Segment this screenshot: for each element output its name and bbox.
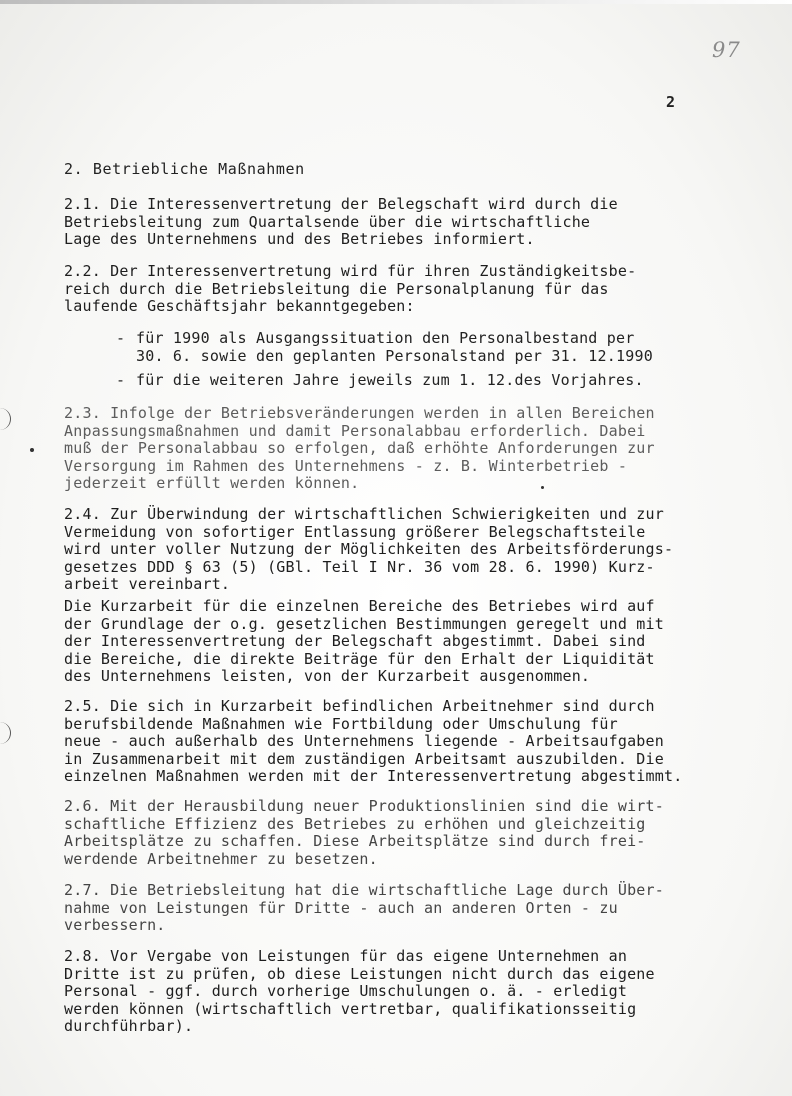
paragraph-line: neue - auch außerhalb des Unternehmens liegende - Arbeitsaufgaben [64,732,664,750]
paragraph-line: gesetzes DDD § 63 (5) (GBl. Teil I Nr. 36 vom 28. 6. 1990) Kurz- [64,557,655,576]
paragraph-line: jederzeit erfüllt werden können. [64,474,360,492]
paragraph-line: Betriebsleitung zum Quartalsende über die wirtschaftliche [64,212,591,231]
paragraph-2-4 [64,506,754,594]
list-bullet: - [116,329,126,347]
paragraph-2-8 [64,948,754,1036]
paragraph-line: Versorgung im Rahmen des Unternehmens - z. B. Winterbetrieb - [64,456,628,475]
paragraph-2-3 [64,405,754,493]
paragraph-line: berufsbildende Maßnahmen wie Fortbildung oder Umschulung für [64,714,618,733]
paragraph-line: 2.1. Die Interessenvertretung der Belegschaft wird durch die [64,195,618,213]
scan-speck [30,448,34,452]
paragraph-line: werden können (wirtschaftlich vertretbar, qualifikationsseitig [64,999,637,1018]
paragraph-line: einzelnen Maßnahmen werden mit der Interessenvertretung abgestimmt. [64,767,683,785]
paragraph-line: muß der Personalabbau so erfolgen, daß erhöhte Anforderungen zur [64,439,655,457]
paragraph-line: des Unternehmens leisten, von der Kurzarbeit ausgenommen. [64,667,591,685]
paragraph-line: Die Kurzarbeit für die einzelnen Bereiche des Betriebes wird auf [64,597,655,615]
paragraph-line: reich durch die Betriebsleitung die Personalplanung für das [64,279,609,298]
paragraph-line: die Bereiche, die direkte Beiträge für den Erhalt der Liquidität [64,649,655,668]
list-item [116,372,736,390]
list-item-text [136,330,736,365]
paragraph-line: 2.5. Die sich in Kurzarbeit befindlichen Arbeitnehmer sind durch [64,697,655,715]
paragraph-2-6 [64,798,754,868]
paragraph-line: der Interessenvertretung der Belegschaft abgestimmt. Dabei sind [64,632,646,650]
paragraph-line: 2.4. Zur Überwindung der wirtschaftlichen Schwierigkeiten und zur [64,505,664,523]
section-title: 2. Betriebliche Maßnahmen [64,160,305,178]
scan-speck [541,486,544,489]
paragraph-line: 2.3. Infolge der Betriebsveränderungen werden in allen Bereichen [64,404,655,422]
punch-hole-shadow [0,408,11,430]
paragraph-line: wird unter voller Nutzung der Möglichkeiten des Arbeitsförderungs- [64,540,674,558]
paragraph-line: in Zusammenarbeit mit dem zuständigen Arbeitsamt auszubilden. Die [64,749,664,768]
paragraph-line: Arbeitsplätze zu schaffen. Diese Arbeitsplätze sind durch frei- [64,832,646,850]
list-line: für 1990 als Ausgangssituation den Personalbestand per [136,329,635,347]
paragraph-2-5 [64,698,754,786]
list-item [116,330,736,365]
paragraph-line: Vermeidung von sofortiger Entlassung größerer Belegschaftsteile [64,522,646,541]
paragraph-2-2 [64,263,754,316]
list-line: für die weiteren Jahre jeweils zum 1. 12.des Vorjahres. [136,371,644,389]
paragraph-line: arbeit vereinbart. [64,575,231,593]
punch-hole-shadow [0,722,11,744]
scan-edge-shadow [0,0,792,4]
paragraph-line: 2.8. Vor Vergabe von Leistungen für das eigene Unternehmen an [64,947,628,965]
paragraph-line: laufende Geschäftsjahr bekanntgegeben: [64,297,415,315]
paragraph-line: Dritte ist zu prüfen, ob diese Leistungen nicht durch das eigene [64,964,655,983]
paragraph-line: 2.6. Mit der Herausbildung neuer Produktionslinien sind die wirt- [64,797,664,815]
list-bullet: - [116,371,126,389]
page-number: 2 [666,93,676,111]
paragraph-line: schaftliche Effizienz des Betriebes zu erhöhen und gleichzeitig [64,814,646,833]
paragraph-line: Anpassungsmaßnahmen und damit Personalabbau erforderlich. Dabei [64,421,646,440]
paragraph-line: durchführbar). [64,1017,194,1035]
list-item-text [136,372,736,390]
paragraph-line: 2.2. Der Interessenvertretung wird für ihren Zuständigkeitsbe- [64,262,637,280]
paragraph-2-4-continuation [64,598,754,686]
paragraph-2-1 [64,196,754,249]
paragraph-line: 2.7. Die Betriebsleitung hat die wirtschaftliche Lage durch Über- [64,881,664,899]
list-line: 30. 6. sowie den geplanten Personalstand per 31. 12.1990 [136,346,653,365]
paragraph-2-7 [64,882,754,935]
paragraph-line: Lage des Unternehmens und des Betriebes informiert. [64,230,535,248]
paragraph-line: Personal - ggf. durch vorherige Umschulungen o. ä. - erledigt [64,982,628,1000]
paragraph-line: werdende Arbeitnehmer zu besetzen. [64,849,378,868]
archive-number: 97 [712,38,741,62]
paragraph-line: der Grundlage der o.g. gesetzlichen Bestimmungen geregelt und mit [64,614,664,633]
paragraph-line: nahme von Leistungen für Dritte - auch an anderen Orten - zu [64,898,618,917]
paragraph-line: verbessern. [64,916,166,934]
